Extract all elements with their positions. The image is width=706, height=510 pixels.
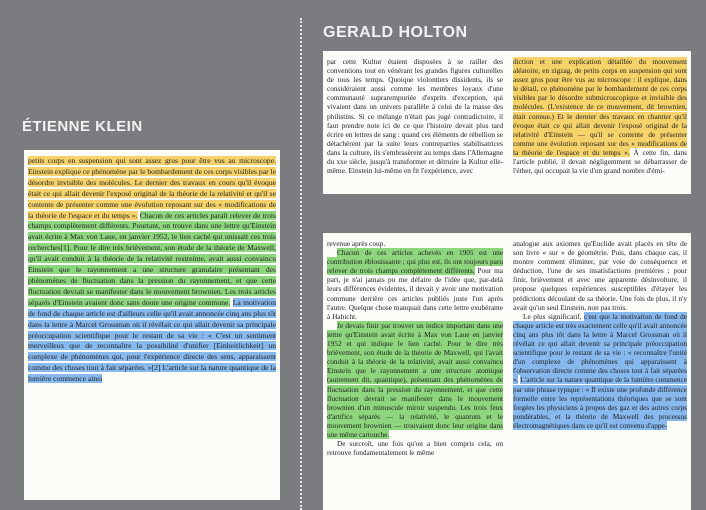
- holton-bottom-right-plain: analogue aux axiomes qu'Euclide avait placés en tête de son livre « sur » de géométrie. Puis, dans chaque cas, il montre comment éliminer, par voie de conséquence et déduction, l'une de ses insatisfactions premières ; pour finir, brièvement et avec une apparente désinvolture, il propose quelques expériences susceptibles d'étayer les prédictions découlant de sa théorie. Une fois de plus, il n'y avait qu'un seul Einstein, non pas trois.: [513, 239, 687, 312]
- holton-bottom-left-column: [327, 239, 503, 457]
- holton-bottom-right-column: [513, 239, 687, 430]
- holton-bottom-green-1: Chacun de ces articles achevés en 1905 est une contribution éblouissante ; qui plus est, ils ont toujours paru relever de trois champs complètement différents.: [327, 248, 503, 276]
- holton-bottom-left-top: revenue après coup.: [327, 239, 386, 248]
- holton-bottom-blue-2: L'article sur la nature quantique de la lumière commence par une phrase typique : « Il existe une profonde différence formelle entre les représentations théoriques que se sont forgées les physiciens à propos des gaz et des autres corps pondérables, et la théorie de Maxwell des processus électromagnétiques dans ce qu'il est convenu d'appe-: [513, 375, 687, 430]
- holton-top-highlight-yellow: diction et une explication détaillée du mouvement aléatoire, en zigzag, de petits corps en suspension qui sont assez gros pour être vus au microscope : il explique, dans le détail, ce phénomène par le bombardement de ces corps visibles par le désordre submicroscopique et invisible des molécules. (L'existence de ce mouvement, dit brownien, était connue.) Et le dernier des travaux en chantier qu'il évoque était ce qui allait devenir l'exposé original de la relativité d'Einstein — qu'il se contente de présenter comme une évolution reposant sur des « modifications de la théorie de l'espace et du temps ».: [513, 57, 687, 157]
- klein-page: [24, 150, 280, 500]
- klein-paragraph-yellow: petits corps en suspension qui sont assez gros pour être vus au microscope. Einstein explique ce phénomène par le bombardement de ces corps visibles par le désordre invisible des molécules. Le dernier des travaux en cours qu'il évoque était ce qui allait devenir l'exposé original de la théorie de la relativité et qu'il se contente de présenter comme une évolution reposant sur des « modifications de la théorie de l'espace et du temps ».: [28, 156, 276, 220]
- author-name-right: GERALD HOLTON: [323, 24, 468, 41]
- dotted-divider: [300, 18, 302, 510]
- holton-page-top: [323, 51, 691, 194]
- holton-top-left-column: [327, 57, 503, 175]
- holton-bottom-green-2: Je devais finir par trouver un indice important dans une lettre qu'Einstein avait écrite à Max von Laue en janvier 1952 et qui indique le lien caché. Pour le dire très brièvement, son étude de la théorie de Maxwell, qui l'avait conduit à la théorie de la relativité, avait aussi convaincu Einstein que le rayonnement a une structure atomique (autrement dit, quantique), présentant des phénomènes de fluctuation dans la pression du rayonnement, et que cette fluctuation devrait se manifester dans le mouvement brownien d'un minuscule miroir suspendu. Les trois feux d'artifice séparés — la relativité, le quantum et le mouvement brownien — trouvaient donc leur origine dans une même cartouche.: [327, 320, 503, 439]
- holton-bottom-left-plain: Pour ma part, je n'ai jamais pu me défaire de l'idée que, par-delà leurs différences évidentes, il devait y avoir une motivation commune derrière ces articles publiés juste l'un après l'autre. Quelque chose manquait dans cette lettre exubérante à Habicht.: [327, 266, 503, 321]
- holton-bottom-blue-1: c'est que la motivation de fond de chaque article est très exactement celle qu'il avait annoncée cinq ans plus tôt dans la lettre à Marcel Grossman où il révélait ce qui allait devenir sa principale préoccupation scientifique pour le restant de sa vie : « reconnaître l'unité d'un complexe de phénomènes qui apparaissent à l'observation directe comme des choses tout à fait séparées ».: [513, 311, 687, 385]
- holton-top-right-column: [513, 57, 687, 175]
- holton-bottom-left-end: De surcroît, une fois qu'on a bien compris cela, on retrouve fondamentalement le même: [327, 439, 503, 458]
- klein-paragraph-green: Chacun de ces articles paraît relever de trois champs complètement différents. Pourtant, on trouve dans une lettre qu'Einstein avait écrite à Max von Laue, en janvier 1952, le lien caché qui unissait ces trois recherches[1]. Pour le dire très brièvement, son étude de la théorie de Maxwell, qu'il avait conduit à la théorie de la relativité restreinte, avait aussi convaincu Einstein que le rayonnement a une structure granulaire présentant des phénomènes de fluctuation dans la pression du rayonnement, et que cette fluctuation devrait se manifester dans le mouvement brownien. Les trois articles séparés d'Einstein avaient donc sans doute une origine commune.: [28, 210, 277, 307]
- author-name-left: ÉTIENNE KLEIN: [22, 118, 143, 135]
- holton-top-left-text: par cette Kultur étaient disposées à se railler des conventions tout en vénérant les grandes figures culturelles de tous les temps. Quoique violontiers dissidents, ils se considéraient aussi comme les membres loyaux d'une communauté suprarempuriée d'esprits d'exception, qui vivaient dans un univers parallèle à celui de la masse des philistins. Si ce mélange n'était pas jugé contradictoire, il faut prendre note ici de ce que l'histoire devait plus tard écrire en lettres de sang : quand ces éléments de rébellion se détachèrent par la suite leurs contreparties stabilisatrices dans la culture, ils s'embrasèrent au temps dans l'Allemagne du xxe siècle, jusqu'à transformer et détruire la Kultur elle-même. Einstein lui-même en fit l'expérience, avec: [327, 57, 503, 176]
- holton-top-right-rest: À cette fin, dans l'article publié, il devait négligemment se débarrasser de l'éther, qui occupait la vie d'un grand nombre d'émi-: [513, 147, 688, 176]
- holton-bottom-right-plain-2: Le plus significatif,: [523, 311, 582, 321]
- holton-page-bottom: [323, 233, 691, 510]
- klein-paragraph-blue: La motivation de fond de chaque article est d'ailleurs celle qu'il avait annoncée cinq ans plus tôt dans la lettre à Marcel Grossman où il révélait ce qui allait devenir sa principale préoccupation scientifique pour le restant de sa vie : « C'est un sentiment merveilleux que de reconnaître la possibilité d'unifier [Einheitlichkeit] un complexe de phénomènes qui, pour l'expérience directe des sens, apparaissent comme des choses tout à fait séparées. »[2] L'article sur la nature quantique de la lumière commence ainsi: [28, 297, 276, 384]
